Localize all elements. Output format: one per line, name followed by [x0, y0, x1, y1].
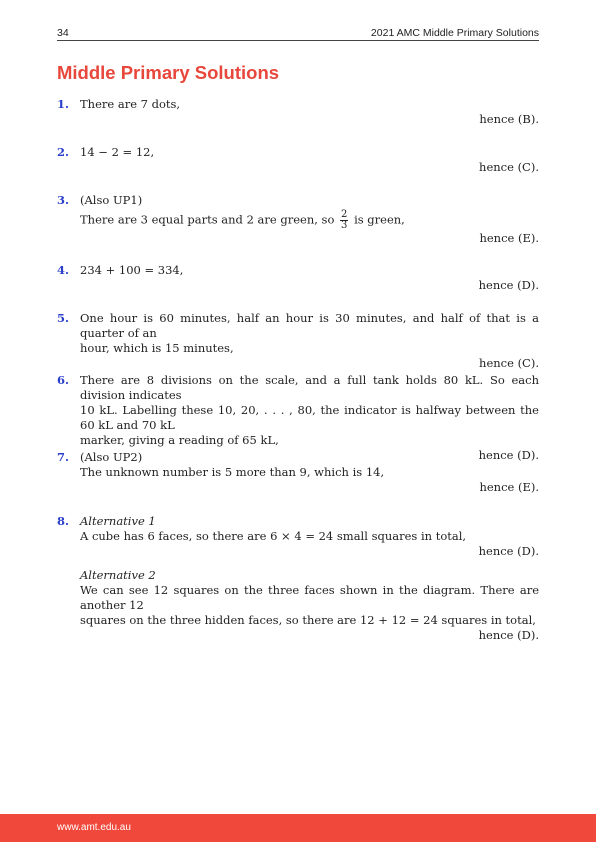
alternative-2-text-line-1: We can see 12 squares on the three faces shown in the diagram. There are another 12: [80, 583, 539, 612]
fraction-denominator: 3: [341, 220, 348, 231]
page-number: 34: [57, 27, 69, 39]
text-before-fraction: There are 3 equal parts and 2 are green, so: [80, 212, 335, 227]
solution-1: [57, 97, 539, 127]
fraction-numerator: 2: [341, 209, 348, 220]
solution-4: [57, 263, 539, 293]
solution-answer: hence (D).: [478, 278, 539, 292]
solution-text: 234 + 100 = 334,: [80, 263, 184, 277]
solution-number: 8.: [57, 514, 70, 528]
solution-number: 5.: [57, 311, 70, 325]
solution-text-line-2: 10 kL. Labelling these 10, 20, . . . , 80, the indicator is halfway between the 60 kL and 70 kL: [80, 403, 539, 432]
solution-2: [57, 145, 539, 175]
footer-url[interactable]: www.amt.edu.au: [57, 822, 131, 833]
alternative-2-answer: hence (D).: [478, 628, 539, 642]
solution-7: [57, 450, 539, 495]
solution-text-line-2: hour, which is 15 minutes,: [80, 341, 234, 355]
solution-answer: hence (C).: [479, 160, 539, 174]
solution-answer: hence (B).: [479, 112, 539, 126]
page-footer: [0, 814, 596, 842]
running-title: 2021 AMC Middle Primary Solutions: [370, 27, 539, 39]
solution-number: 4.: [57, 263, 70, 277]
alternative-2-text-line-2: squares on the three hidden faces, so there are 12 + 12 = 24 squares in total,: [80, 613, 536, 627]
alternative-1-answer: hence (D).: [478, 544, 539, 558]
solution-5: [57, 311, 539, 371]
solution-note: (Also UP1): [80, 193, 143, 207]
solution-answer: hence (E).: [479, 480, 539, 494]
text-after-fraction: is green,: [354, 212, 405, 227]
solution-8: [57, 514, 539, 643]
alternative-1-label: Alternative 1: [80, 514, 156, 528]
solution-3: [57, 193, 539, 246]
section-title: Middle Primary Solutions: [57, 62, 280, 83]
alternative-1-text: A cube has 6 faces, so there are 6 × 4 = 24 small squares in total,: [80, 529, 467, 543]
solution-answer: hence (C).: [479, 356, 539, 370]
solution-answer: hence (D).: [478, 448, 539, 462]
page-header: [57, 27, 539, 41]
solution-number: 2.: [57, 145, 70, 159]
solution-number: 7.: [57, 450, 70, 464]
solution-number: 6.: [57, 373, 70, 387]
solution-text: [80, 210, 539, 231]
solution-text-line-1: There are 8 divisions on the scale, and a full tank holds 80 kL. So each division indicates: [80, 373, 539, 402]
solution-text: There are 7 dots,: [80, 97, 181, 111]
alternative-2-label: Alternative 2: [80, 568, 156, 582]
solution-text-line-3: marker, giving a reading of 65 kL,: [80, 433, 279, 447]
solution-number: 1.: [57, 97, 70, 111]
solution-number: 3.: [57, 193, 70, 207]
solution-answer: hence (E).: [479, 231, 539, 245]
solution-text: 14 − 2 = 12,: [80, 145, 155, 159]
solution-text: The unknown number is 5 more than 9, which is 14,: [80, 465, 385, 479]
solution-note: (Also UP2): [80, 450, 143, 464]
solution-text-line-1: One hour is 60 minutes, half an hour is 30 minutes, and half of that is a quarter of an: [80, 311, 539, 340]
fraction: [340, 210, 348, 231]
